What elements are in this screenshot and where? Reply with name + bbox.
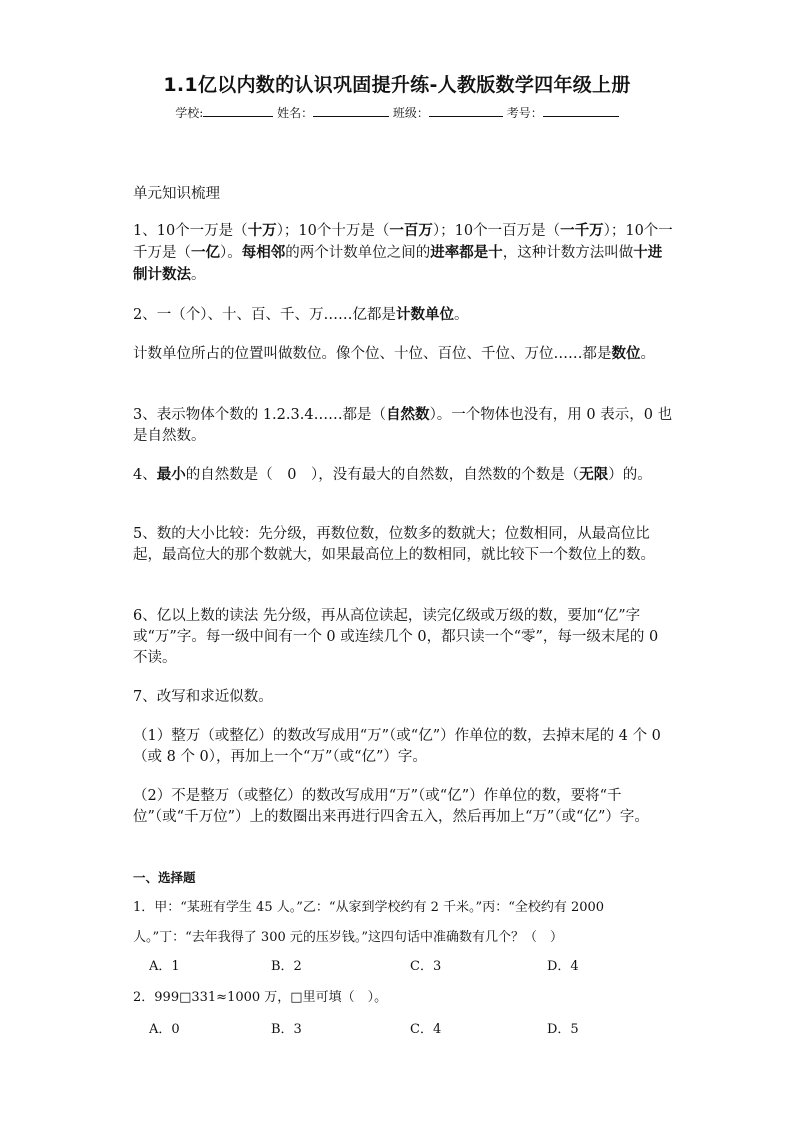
knowledge-point-4: 4、最小的自然数是（ 0 ），没有最大的自然数，自然数的个数是（无限）的。 bbox=[133, 466, 652, 483]
exam-no-label: 考号： bbox=[506, 106, 543, 120]
question-2-option-a[interactable]: A．0 bbox=[149, 1022, 180, 1037]
question-2-text: 2．999□331≈1000 万，□里可填（ ）。 bbox=[133, 990, 388, 1005]
question-1-option-b[interactable]: B．2 bbox=[271, 959, 302, 974]
question-2-option-b[interactable]: B．3 bbox=[271, 1022, 302, 1037]
section-heading-choice: 一、选择题 bbox=[133, 870, 196, 885]
question-1-text: 1．甲：“某班有学生 45 人。”乙：“从家到学校约有 2 千米。”丙：“全校约有 2000 人。”丁：“去年我得了 300 元的压岁钱。”这四句话中准确数有几个？（ ） bbox=[133, 900, 605, 945]
name-blank[interactable] bbox=[313, 104, 389, 117]
name-label: 姓名： bbox=[277, 106, 314, 120]
knowledge-point-2b: 计数单位所占的位置叫做数位。像个位、十位、百位、千位、万位……都是数位。 bbox=[133, 345, 655, 362]
question-1-option-c[interactable]: C．3 bbox=[410, 959, 442, 974]
school-blank[interactable] bbox=[203, 104, 273, 117]
question-2-option-c[interactable]: C．4 bbox=[410, 1022, 442, 1037]
knowledge-point-5: 5、数的大小比较：先分级，再数位数，位数多的数就大；位数相同，从最高位比起，最高位大的那个数就大，如果最高位上的数相同，就比较下一个数位上的数。 bbox=[133, 526, 655, 563]
question-1-option-a[interactable]: A．1 bbox=[149, 959, 180, 974]
question-1-option-d[interactable]: D．4 bbox=[547, 959, 579, 974]
knowledge-point-2: 2、一（个）、十、百、千、万……亿都是计数单位。 bbox=[133, 306, 469, 323]
student-info-line bbox=[0, 104, 794, 121]
knowledge-point-7: 7、改写和求近似数。 bbox=[133, 689, 273, 705]
knowledge-point-1: 1、10个一万是（十万）；10个十万是（一百万）；10个一百万是（一千万）；10个一千万是（一亿）。每相邻的两个计数单位之间的进率都是十，这种计数方法叫做十进制计数法。 bbox=[133, 222, 673, 283]
class-blank[interactable] bbox=[429, 104, 503, 117]
knowledge-heading: 单元知识梳理 bbox=[133, 186, 220, 202]
exam-no-blank[interactable] bbox=[543, 104, 619, 117]
school-label: 学校: bbox=[175, 106, 204, 120]
question-2-option-d[interactable]: D．5 bbox=[547, 1022, 579, 1037]
knowledge-point-3: 3、表示物体个数的 1.2.3.4……都是（自然数）。一个物体也没有，用 0 表示，0 也是自然数。 bbox=[133, 406, 673, 444]
knowledge-point-7-1: （1）整万（或整亿）的数改写成用“万”（或“亿”）作单位的数，去掉末尾的 4 个 0（或 8 个 0），再加上一个“万”（或“亿”）字。 bbox=[133, 728, 661, 765]
page-title: 1.1亿以内数的认识巩固提升练-人教版数学四年级上册 bbox=[163, 74, 631, 96]
knowledge-point-6: 6、亿以上数的读法 先分级，再从高位读起，读完亿级或万级的数，要加“亿”字或“万”字。每一级中间有一个 0 或连续几个 0，都只读一个“零”，每一级末尾的 0 不读。 bbox=[133, 608, 659, 666]
class-label: 班级： bbox=[392, 106, 429, 120]
knowledge-point-7-2: （2）不是整万（或整亿）的数改写成用“万”（或“亿”）作单位的数，要将“千位”（或“千万位”）上的数圈出来再进行四舍五入，然后再加上“万”（或“亿”）字。 bbox=[133, 788, 649, 825]
